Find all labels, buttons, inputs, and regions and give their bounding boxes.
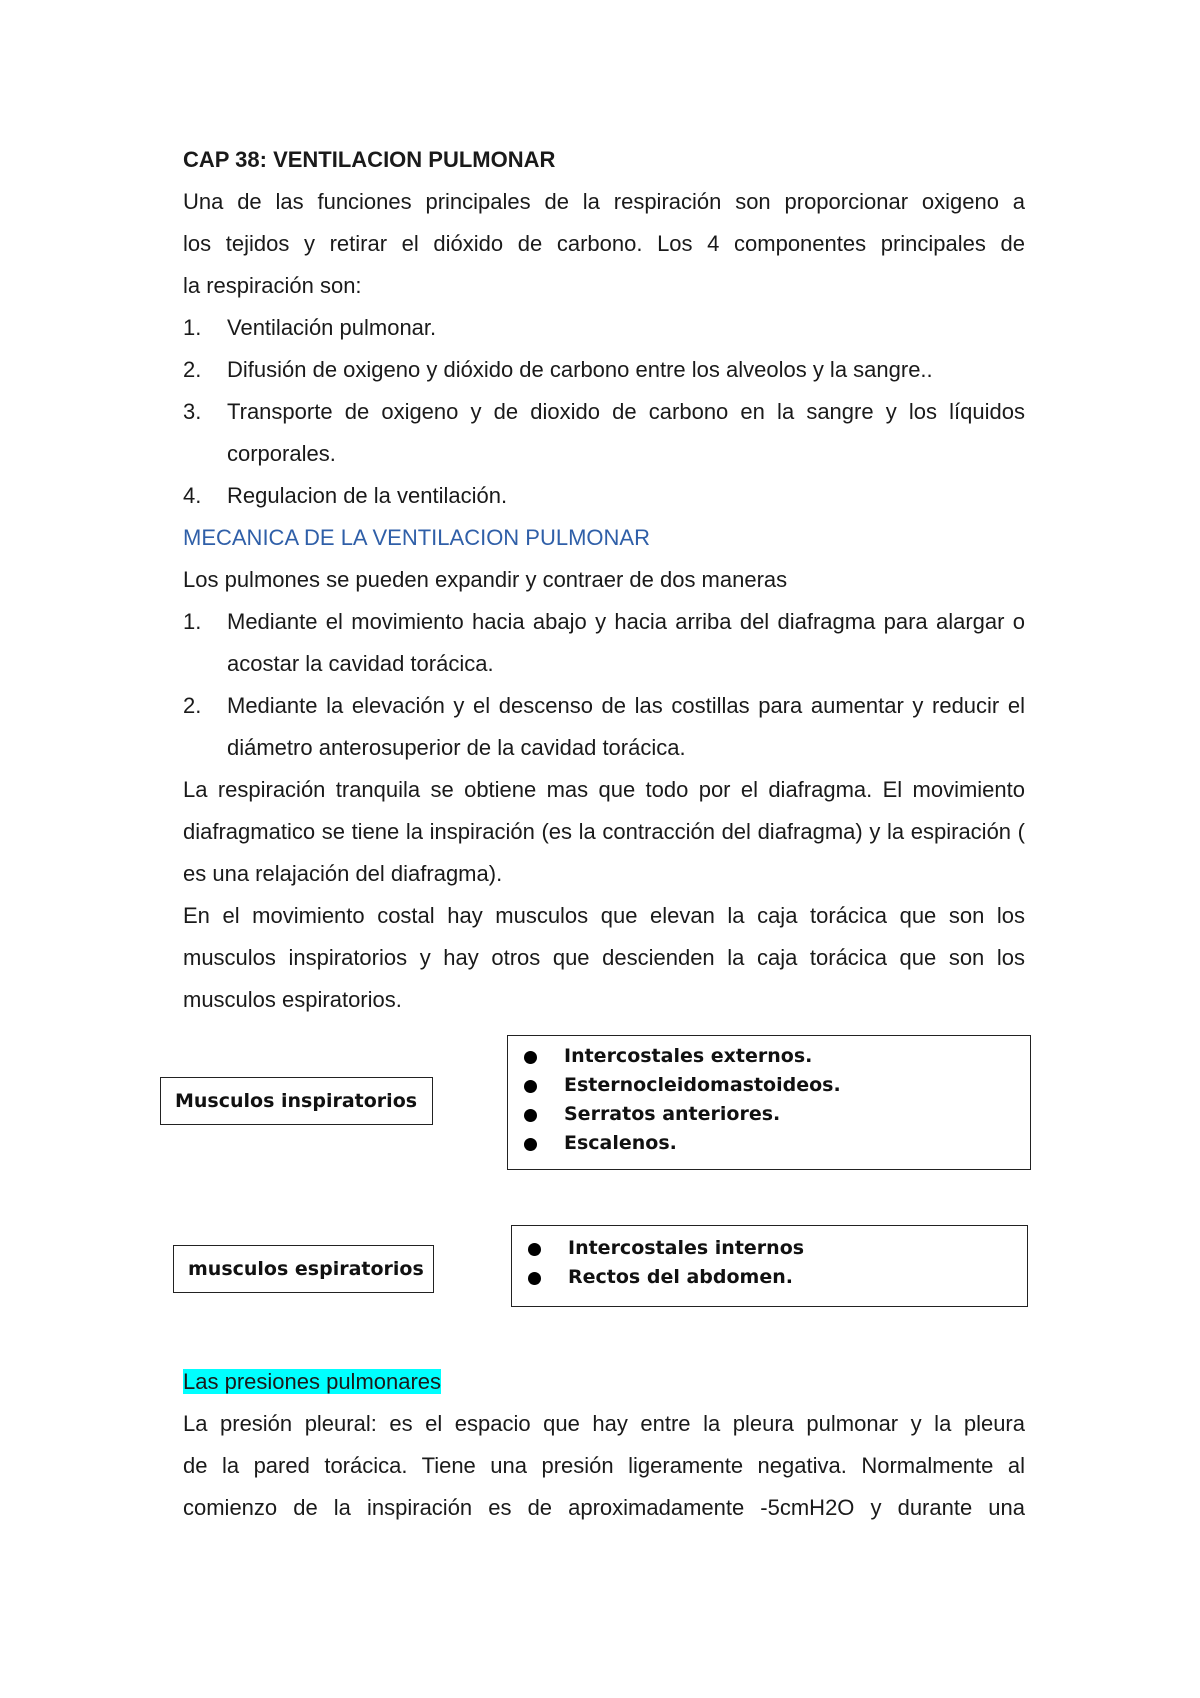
costal-paragraph: En el movimiento costal hay musculos que elevan la caja torácica que son los musculos inspiratorios y hay otros que descienden la caja torácica que son los musculos espiratorios.	[183, 903, 1025, 1012]
list-item	[183, 601, 1025, 685]
inspiratory-muscles-label: Musculos inspiratorios	[175, 1090, 418, 1112]
list-text: Regulacion de la ventilación.	[227, 483, 508, 508]
intro-line: Una de las funciones principales de la respiración son proporcionar oxigeno a	[183, 189, 1025, 214]
list-item: Esternocleidomastoideos.	[508, 1071, 1030, 1100]
list-item: Intercostales externos.	[508, 1042, 1030, 1071]
chapter-title: CAP 38: VENTILACION PULMONAR	[183, 147, 556, 172]
list-text: Ventilación pulmonar.	[227, 315, 437, 340]
components-list	[183, 307, 1025, 517]
list-text: Difusión de oxigeno y dióxido de carbono entre los alveolos y la sangre..	[227, 357, 933, 382]
list-item	[183, 307, 1025, 349]
expiratory-muscles-label-box	[173, 1245, 434, 1293]
inspiratory-muscles-list-box	[507, 1035, 1031, 1170]
list-text: Mediante la elevación y el descenso de las costillas para aumentar y reducir el diámetro anterosuperior de la cavidad torácica.	[227, 693, 1025, 760]
list-number: 1.	[183, 609, 202, 634]
list-item: Rectos del abdomen.	[512, 1263, 1027, 1292]
pressures-paragraph	[183, 1403, 1025, 1529]
list-number: 1.	[183, 315, 202, 340]
list-item	[183, 475, 1025, 517]
list-item: Escalenos.	[508, 1129, 1030, 1158]
expiratory-muscles-list-box	[511, 1225, 1028, 1307]
pressures-line: La presión pleural: es el espacio que hay entre la pleura pulmonar y la pleura	[183, 1411, 1025, 1436]
mechanics-list	[183, 601, 1025, 769]
inspiratory-muscles-list	[508, 1036, 1030, 1158]
intro-line: los tejidos y retirar el dióxido de carbono. Los 4 componentes principales de	[183, 231, 1025, 256]
list-item	[183, 391, 1025, 475]
inspiratory-muscles-label-box	[160, 1077, 433, 1125]
list-item: Intercostales internos	[512, 1234, 1027, 1263]
mechanics-heading: MECANICA DE LA VENTILACION PULMONAR	[183, 525, 650, 550]
diaphragm-paragraph: La respiración tranquila se obtiene mas que todo por el diafragma. El movimiento diafragmatico se tiene la inspiración (es la contracción del diafragma) y la espiración ( es una relajación del diafragma).	[183, 777, 1025, 886]
expiratory-muscles-list	[512, 1226, 1027, 1292]
list-number: 4.	[183, 483, 202, 508]
intro-paragraph	[183, 181, 1025, 307]
list-number: 2.	[183, 693, 202, 718]
list-item	[183, 685, 1025, 769]
list-text: Transporte de oxigeno y de dioxido de carbono en la sangre y los líquidos corporales.	[227, 399, 1025, 466]
list-item: Serratos anteriores.	[508, 1100, 1030, 1129]
expiratory-muscles-label: musculos espiratorios	[188, 1258, 424, 1280]
intro-line: la respiración son:	[183, 273, 362, 298]
pressures-line: de la pared torácica. Tiene una presión ligeramente negativa. Normalmente al	[183, 1453, 1025, 1478]
list-number: 2.	[183, 357, 202, 382]
mechanics-lead: Los pulmones se pueden expandir y contraer de dos maneras	[183, 567, 788, 592]
list-item	[183, 349, 1025, 391]
pressures-heading	[183, 1361, 1025, 1403]
list-text: Mediante el movimiento hacia abajo y hacia arriba del diafragma para alargar o acostar la cavidad torácica.	[227, 609, 1025, 676]
highlighted-heading: Las presiones pulmonares	[183, 1369, 442, 1394]
pressures-line: comienzo de la inspiración es de aproximadamente -5cmH2O y durante una	[183, 1495, 1025, 1520]
list-number: 3.	[183, 399, 202, 424]
